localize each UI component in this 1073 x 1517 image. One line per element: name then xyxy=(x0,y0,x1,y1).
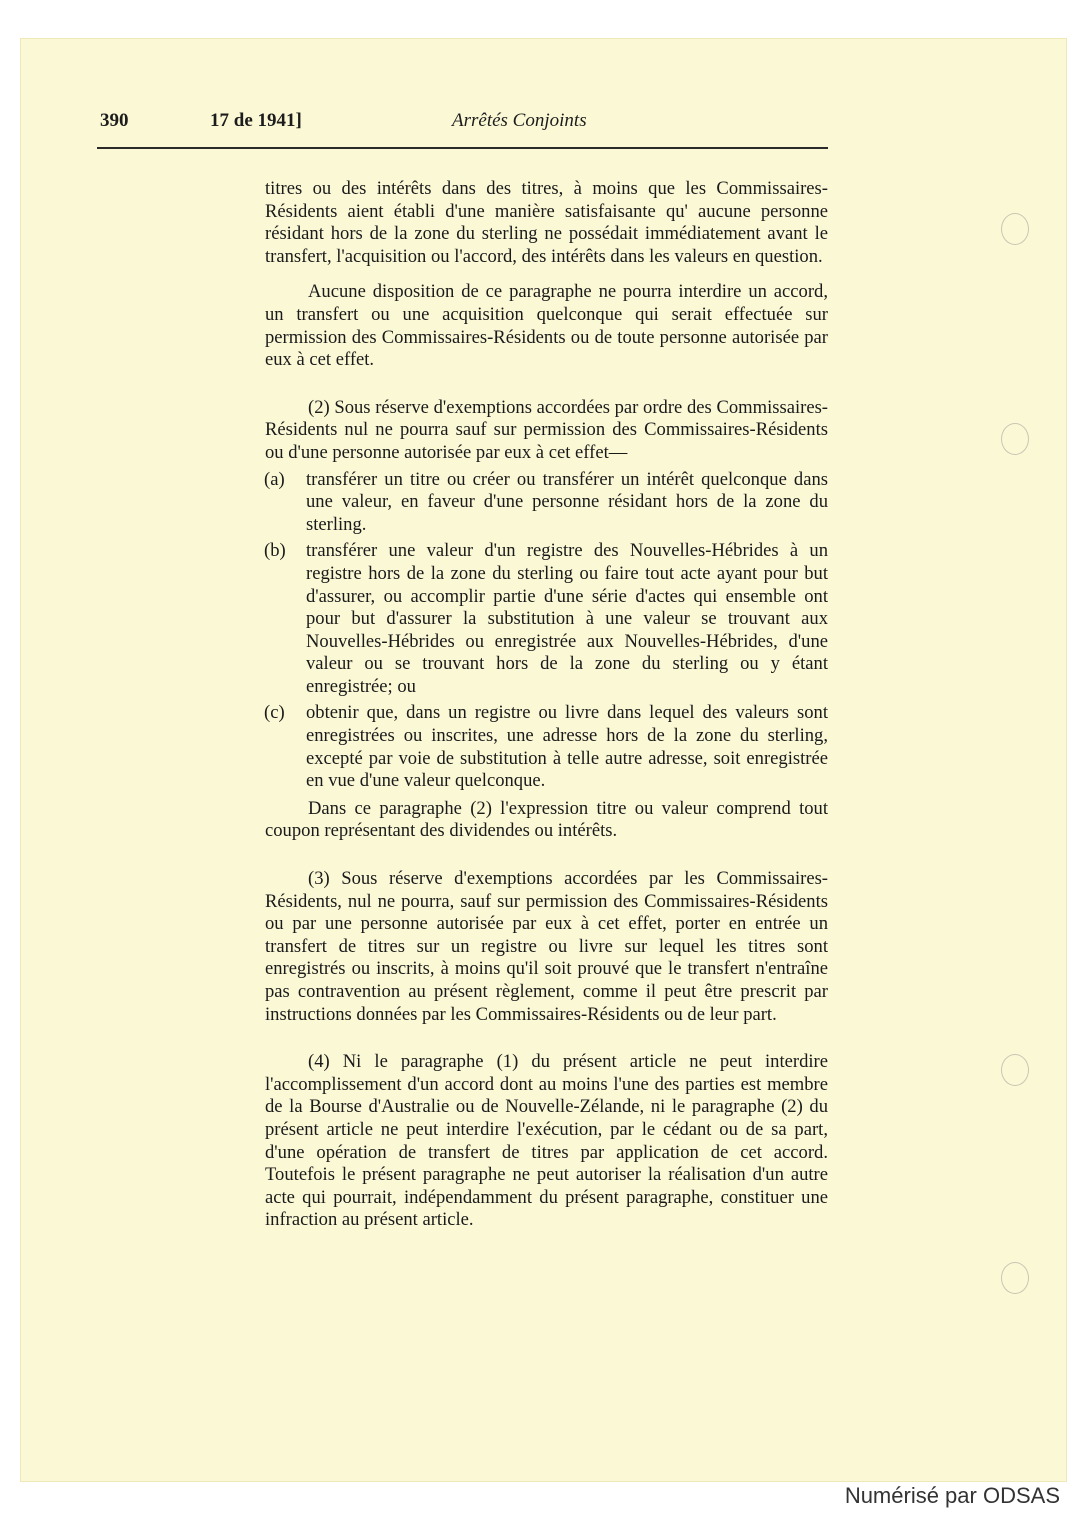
list-item-label: (b) xyxy=(264,540,286,562)
list-item-text: transférer une valeur d'un registre des Nouvelles-Hébrides à un registre hors de la zone du sterling ou faire tout acte ayant pour but d'assurer, ou accomplir partie d'une série d'actes qui ensemble ont pour but d'assurer la substitution à une valeur se trouvant aux Nouvelles-Hébrides ou enregistrée aux Nouvelles-Hébrides, d'une valeur ou se trouvant hors de la zone du sterling ou y étant enregistrée; ou xyxy=(306,540,828,697)
page-header xyxy=(100,110,830,134)
digitization-credit: Numérisé par ODSAS xyxy=(844,1483,1060,1508)
punch-hole-1 xyxy=(1001,213,1029,245)
list-item-label: (a) xyxy=(264,468,285,490)
law-reference: 17 de 1941] xyxy=(210,110,302,131)
punch-hole-3 xyxy=(1001,1054,1029,1086)
header-rule xyxy=(97,147,828,149)
list-item-label: (c) xyxy=(264,702,285,724)
paragraph-2: (2) Sous réserve d'exemptions accordées par ordre des Commissaires-Résidents nul ne pourra sauf sur permission des Commissaires-Résidents ou d'une personne autorisée par eux à cet effet— xyxy=(265,396,828,463)
page-number: 390 xyxy=(100,110,129,131)
punch-hole-4 xyxy=(1001,1262,1029,1294)
paragraph-intro: titres ou des intérêts dans des titres, à moins que les Commissaires-Résidents aient établi d'une manière satisfaisante qu' aucune personne résidant hors de la zone du sterling ne possédait immédiatement avant le transfert, l'acquisition ou l'accord, des intérêts dans les valeurs en question. xyxy=(265,178,828,267)
list-item-a xyxy=(265,469,828,537)
body-text xyxy=(265,178,828,1232)
punch-hole-2 xyxy=(1001,423,1029,455)
running-title: Arrêtés Conjoints xyxy=(452,110,587,131)
paragraph-3: (3) Sous réserve d'exemptions accordées par les Commissaires-Résidents, nul ne pourra, sauf sur permission des Commissaires-Résidents ou par une personne autorisée par eux à cet effet, porter en entrée un transfert de titres sur un registre ou livre sur lequel les titres sont enregistrés ou inscrits, à moins qu'il soit prouvé que le transfert n'entraîne pas contravention au présent règlement, comme il peut être prescrit par instructions données par les Commissaires-Résidents ou de leur part. xyxy=(265,868,828,1025)
paragraph-4: (4) Ni le paragraphe (1) du présent article ne peut interdire l'accomplissement d'un accord dont au moins l'une des parties est membre de la Bourse d'Australie ou de Nouvelle-Zélande, ni le paragraphe (2) du présent article ne peut interdire l'exécution, par le cédant ou de sa part, d'une opération de transfert de titres par application de cet accord. Toutefois le présent paragraphe ne peut autoriser la réalisation d'un autre acte qui pourrait, indépendamment du présent paragraphe, constituer une infraction au présent article. xyxy=(265,1051,828,1231)
list-item-text: obtenir que, dans un registre ou livre dans lequel des valeurs sont enregistrées ou inscrites, une adresse hors de la zone du sterling, excepté par voie de substitution à telle autre adresse, soit enregistrée en vue d'une valeur quelconque. xyxy=(306,702,828,792)
list-item-c xyxy=(265,702,828,792)
paragraph-aucune: Aucune disposition de ce paragraphe ne pourra interdire un accord, un transfert ou une acquisition quelconque qui serait effectuée sur permission des Commissaires-Résidents ou de toute personne autorisée par eux à cet effet. xyxy=(265,281,828,371)
list-item-text: transférer un titre ou créer ou transférer un intérêt quelconque dans une valeur, en faveur d'une personne résidant hors de la zone du sterling. xyxy=(306,468,828,535)
paragraph-dans: Dans ce paragraphe (2) l'expression titre ou valeur comprend tout coupon représentant des dividendes ou intérêts. xyxy=(265,797,828,842)
list-item-b xyxy=(265,540,828,698)
